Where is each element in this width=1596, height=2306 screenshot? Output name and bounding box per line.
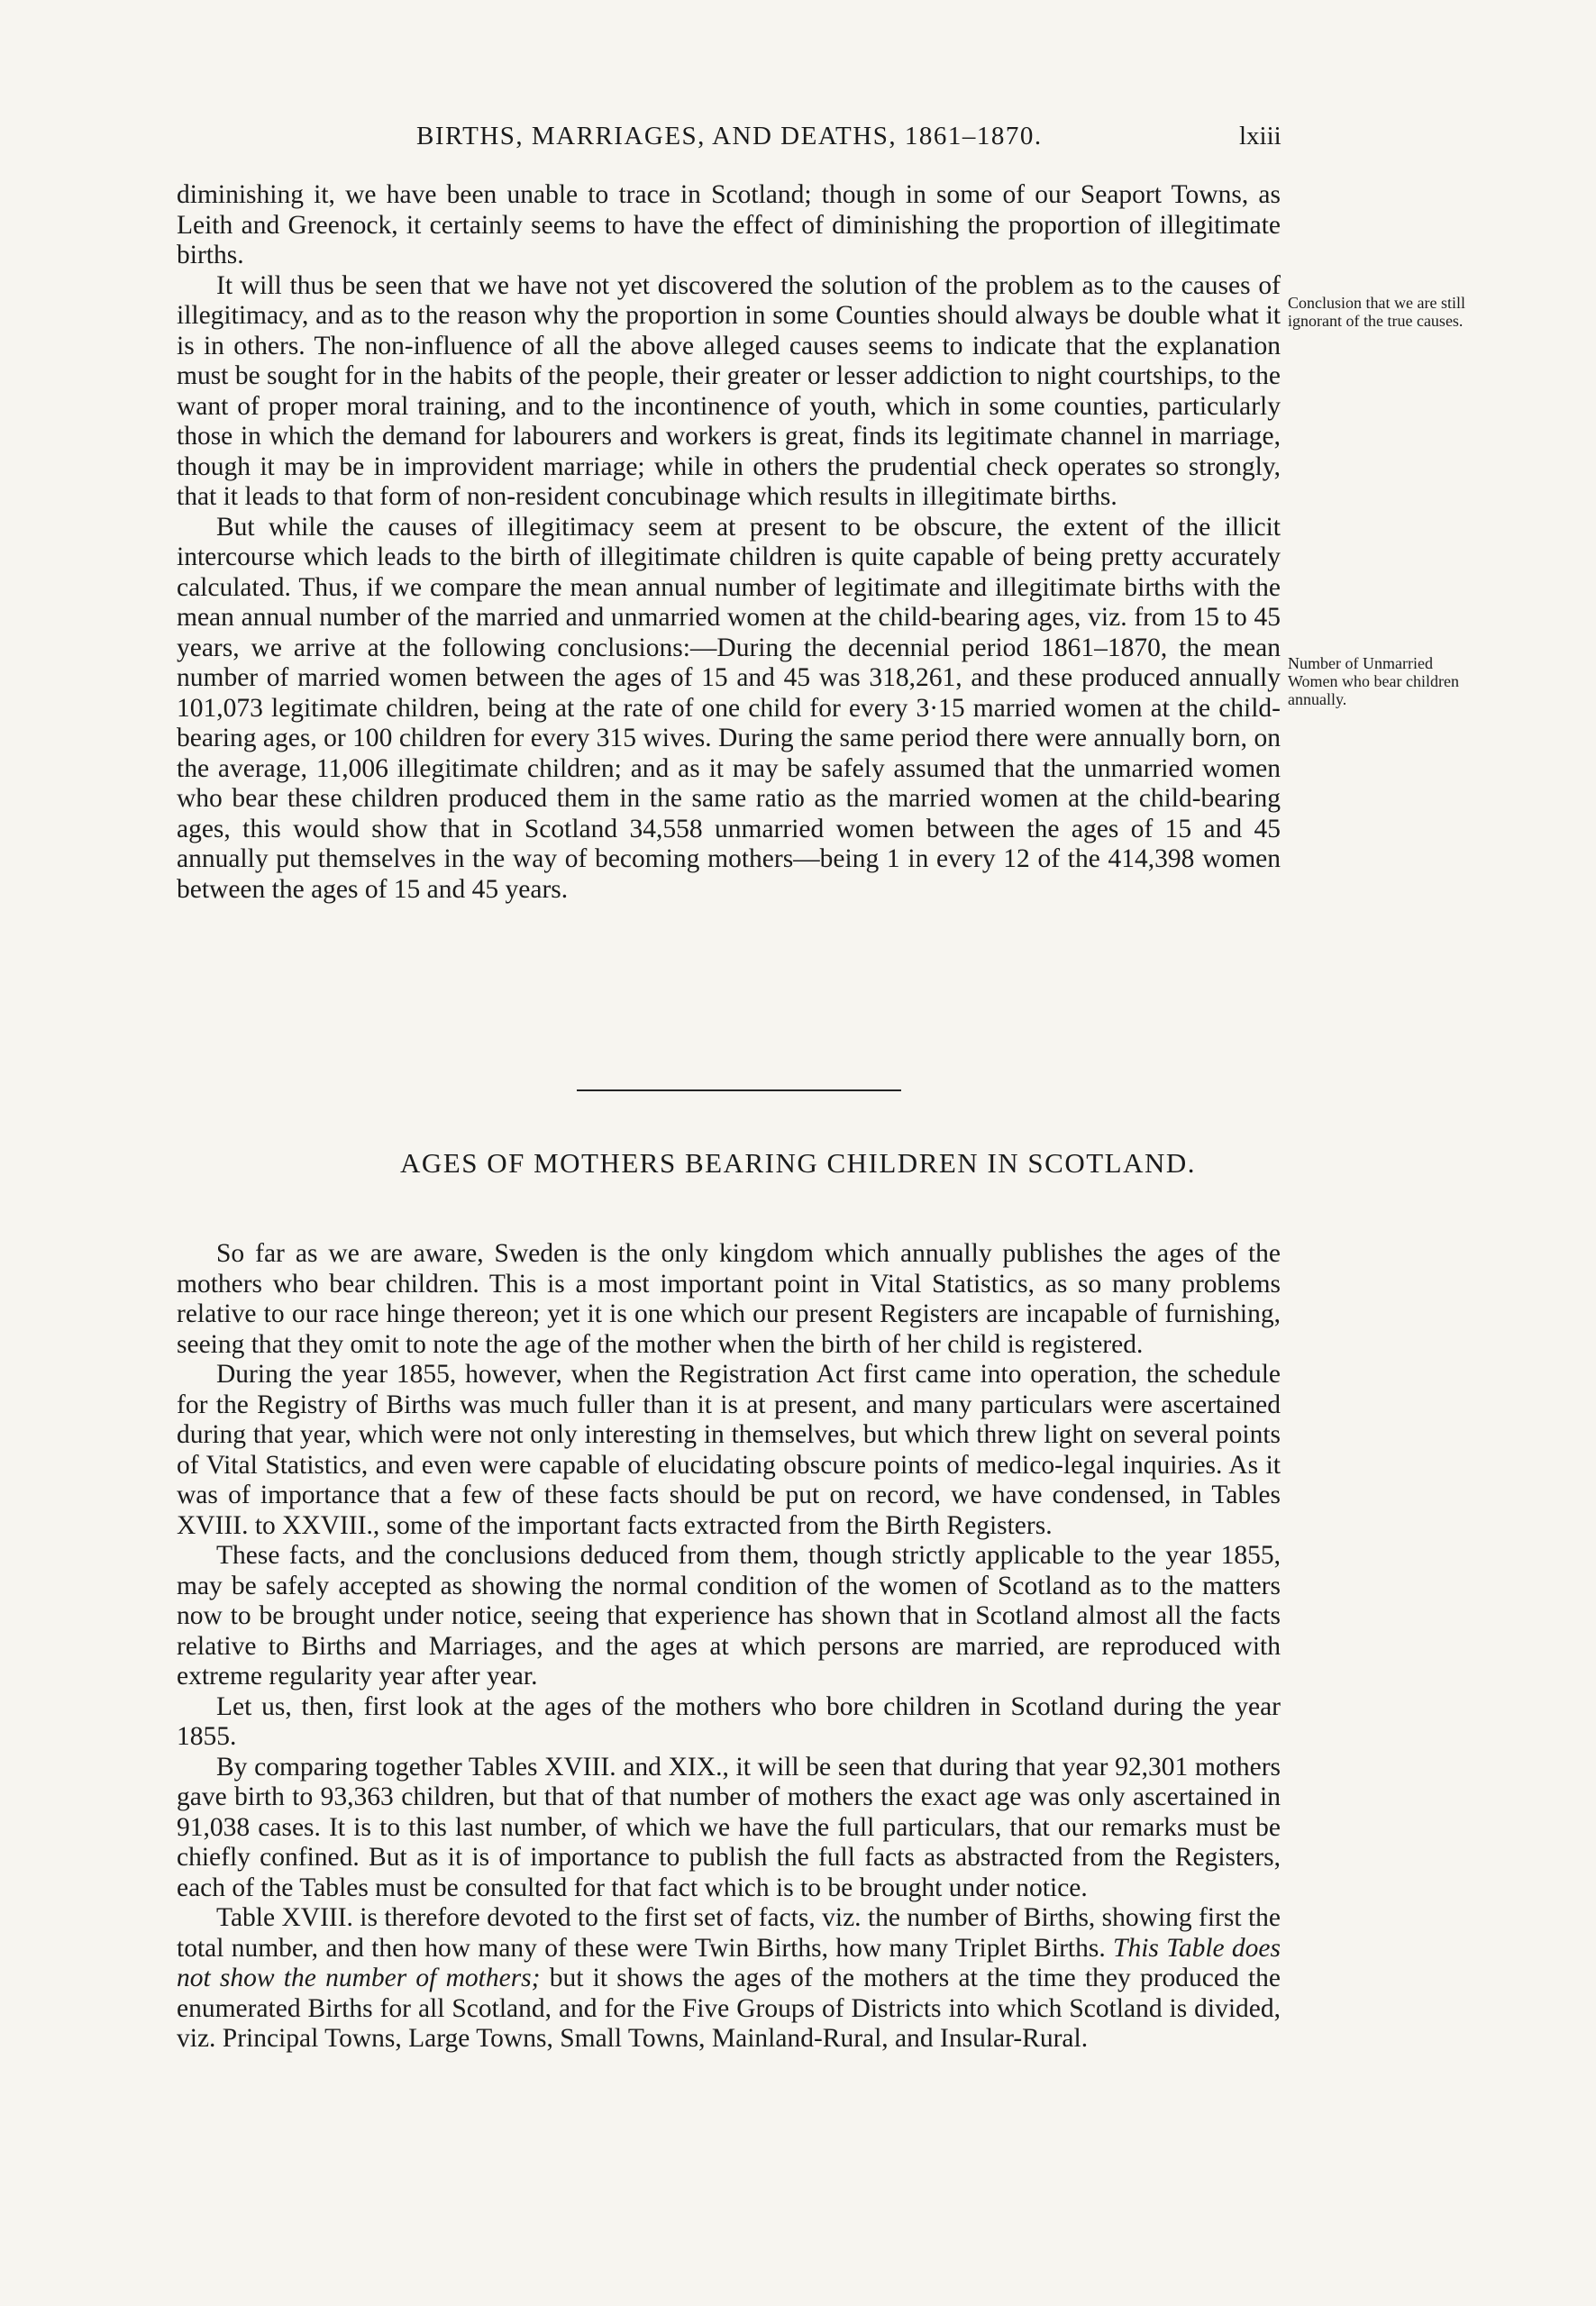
paragraph-text: Table XVIII. is therefore devoted to the first set of facts, viz. the number of Births, showing first the total number, and then how many of these were Twin Births, how many Triplet Births. bbox=[177, 1903, 1281, 1963]
page-number: lxiii bbox=[1239, 122, 1281, 150]
paragraph: These facts, and the conclusions deduced from them, though strictly applicable to the year 1855, may be safely accepted as showing the normal condition of the women of Scotland as to the matters now to be brought under notice, seeing that experience has shown that in Scotland almost all the facts relative to Births and Marriages, and the ages at which persons are married, are reproduced with extreme regularity year after year. bbox=[177, 1541, 1281, 1691]
paragraph bbox=[177, 1903, 1281, 2055]
running-head bbox=[0, 122, 1596, 158]
sidenote-unmarried-women: Number of Unmarried Women who bear children annually. bbox=[1288, 654, 1459, 708]
paragraph-text: but it shows the ages of the mothers at the time they produced the enumerated Births for all Scotland, and for the Five Groups of Districts into which Scotland is divided, viz. Principal Towns, Large Towns, Small Towns, Mainland-Rural, and Insular-Rural. bbox=[177, 1964, 1281, 2053]
sidenote-conclusion: Conclusion that we are still ignorant of the true causes. bbox=[1288, 294, 1465, 330]
paragraph: diminishing it, we have been unable to trace in Scotland; though in some of our Seaport Towns, as Leith and Greenock, it certainly seems to have the effect of diminishing the proportion of illegitimate births. bbox=[177, 180, 1281, 269]
italic-emphasis: This Table does not show the number of mothers; bbox=[177, 1933, 1281, 1992]
paragraph: So far as we are aware, Sweden is the only kingdom which annually publishes the ages of the mothers who bear children. This is a most important point in Vital Statistics, as so many problems relative to our race hinge thereon; yet it is one which our present Registers are incapable of furnishing, seeing that they omit to note the age of the mother when the birth of her child is registered. bbox=[177, 1239, 1281, 1359]
paragraph: During the year 1855, however, when the Registration Act first came into operation, the schedule for the Registry of Births was much fuller than it is at present, and many particulars were ascertained during that year, which were not only interesting in themselves, but which threw light on several points of Vital Statistics, and even were capable of elucidating obscure points of medico-legal inquiries. As it was of importance that a few of these facts should be put on record, we have condensed, in Tables XVIII. to XXVIII., some of the important facts extracted from the Birth Registers. bbox=[177, 1360, 1281, 1540]
paragraph: It will thus be seen that we have not yet discovered the solution of the problem as to the causes of illegitimacy, and as to the reason why the proportion in some Counties should always be double what it is in others. The non-influence of all the above alleged causes seems to indicate that the explanation must be sought for in the habits of the people, their greater or lesser addiction to night courtships, to the want of proper moral training, and to the incontinence of youth, which in some counties, particularly those in which the demand for labourers and workers is great, finds its legitimate channel in marriage, though it may be in improvident marriage; while in others the prudential check operates so strongly, that it leads to that form of non-resident concubinage which results in illegitimate births. bbox=[177, 270, 1281, 511]
running-title: BIRTHS, MARRIAGES, AND DEATHS, 1861–1870. bbox=[416, 122, 1043, 150]
section-heading: AGES OF MOTHERS BEARING CHILDREN IN SCOTLAND. bbox=[400, 1147, 1196, 1179]
paragraph: But while the causes of illegitimacy seem at present to be obscure, the extent of the illicit intercourse which leads to the birth of illegitimate children is quite capable of being pretty accurately calculated. Thus, if we compare the mean annual number of legitimate and illegitimate births with the mean annual number of the married and unmarried women at the child-bearing ages, viz. from 15 to 45 years, we arrive at the following conclusions:—During the decennial period 1861–1870, the mean number of married women between the ages of 15 and 45 was 318,261, and these produced annually 101,073 legitimate children, being at the rate of one child for every 3·15 married women at the child-bearing ages, or 100 children for every 315 wives. During the same period there were annually born, on the average, 11,006 illegitimate children; and as it may be safely assumed that the unmarried women who bear these children produced them in the same ratio as the married women at the child-bearing ages, this would show that in Scotland 34,558 unmarried women between the ages of 15 and 45 annually put themselves in the way of becoming mothers—being 1 in every 12 of the 414,398 women between the ages of 15 and 45 years. bbox=[177, 512, 1281, 904]
paragraph: By comparing together Tables XVIII. and XIX., it will be seen that during that year 92,301 mothers gave birth to 93,363 children, but that of that number of mothers the exact age was only ascertained in 91,038 cases. It is to this last number, of which we have the full particulars, that our remarks must be chiefly confined. But as it is of importance to publish the full facts as abstracted from the Registers, each of the Tables must be consulted for that fact which is to be brought under notice. bbox=[177, 1752, 1281, 1902]
section-divider bbox=[577, 1089, 901, 1091]
body-text-upper bbox=[177, 180, 1281, 905]
paragraph: Let us, then, first look at the ages of the mothers who bore children in Scotland during the year 1855. bbox=[177, 1691, 1281, 1751]
body-text-lower bbox=[177, 1239, 1281, 2055]
